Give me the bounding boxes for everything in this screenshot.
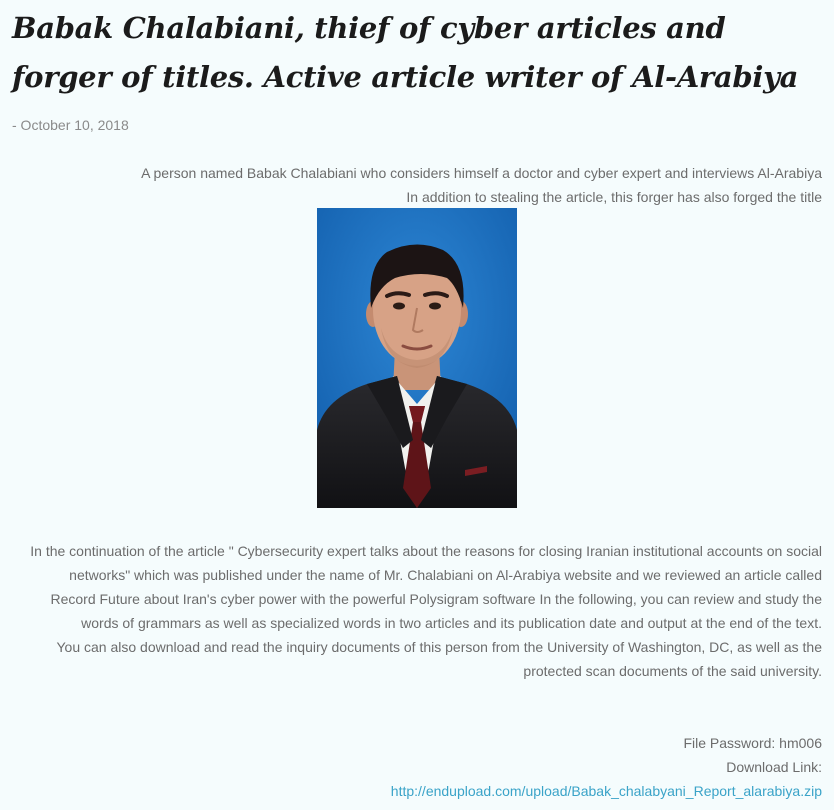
file-password: File Password: hm006 <box>683 735 822 751</box>
download-link[interactable]: http://endupload.com/upload/Babak_chalabyani_Report_alarabiya.zip <box>390 783 822 799</box>
post-title: Babak Chalabiani, thief of cyber articles and forger of titles. Active article writer of Al-Arabiya <box>12 11 799 94</box>
body-paragraph-2: You can also download and read the inquiry documents of this person from the University of Washington, DC, as well as the protected scan documents of the said university. <box>56 639 822 679</box>
download-info <box>222 731 822 803</box>
body-paragraph-1: In the continuation of the article " Cybersecurity expert talks about the reasons for closing Iranian institutional accounts on social networks" which was published under the name of Mr. Chalabiani on Al-Arabiya website and we reviewed an article called Record Future about Iran's cyber power with the powerful Polysigram software In the following, you can review and study the words of grammars as well as specialized words in two articles and its publication date and output at the end of the text. <box>30 543 822 631</box>
download-label: Download Link: <box>726 759 822 775</box>
portrait-photo <box>317 208 517 508</box>
article-body <box>22 539 822 683</box>
intro-line-2: In addition to stealing the article, this forger has also forged the title <box>406 189 822 205</box>
post-date: - October 10, 2018 <box>12 117 129 133</box>
intro-line-1: A person named Babak Chalabiani who considers himself a doctor and cyber expert and interviews Al-Arabiya <box>141 165 822 181</box>
intro-text <box>22 161 822 209</box>
